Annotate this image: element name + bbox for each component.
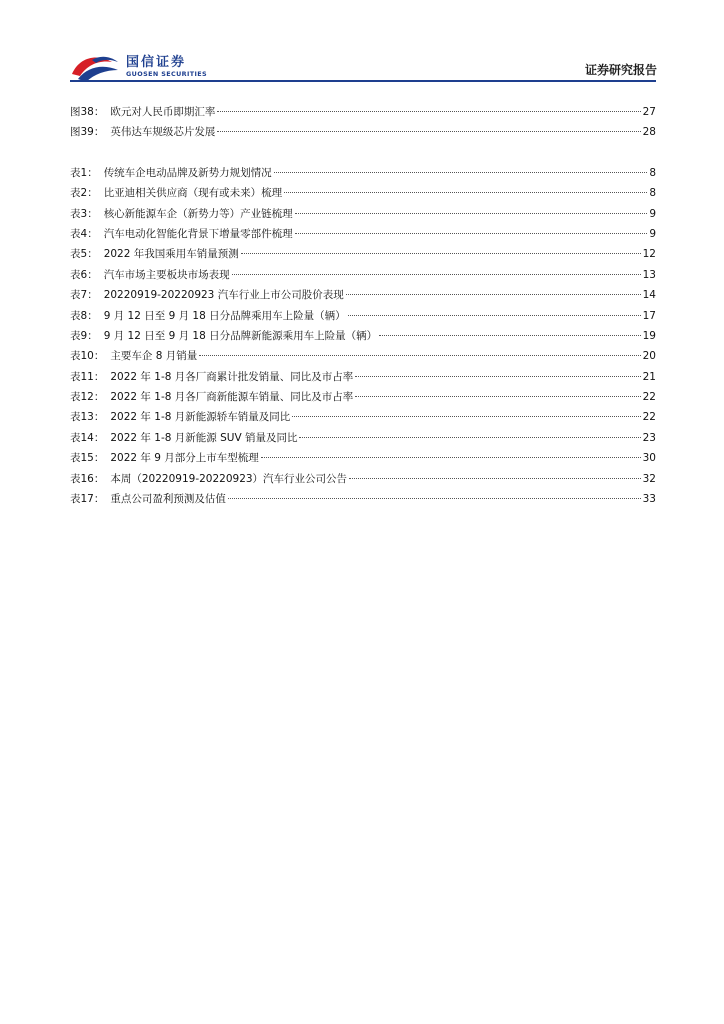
dot-leader: [348, 315, 641, 316]
table-entry[interactable]: [70, 204, 656, 224]
table-entry[interactable]: [70, 367, 656, 387]
entry-label: 表16: [70, 472, 94, 485]
entry-title: 2022 年 1-8 月新能源轿车销量及同比: [110, 411, 291, 424]
company-logo: [70, 50, 208, 82]
entry-page-number: 17: [642, 309, 656, 322]
entry-label: 表12: [70, 391, 94, 404]
entry-title: 2022 年 1-8 月各厂商新能源车销量、同比及市占率: [110, 391, 354, 404]
entry-label: 表13: [70, 411, 94, 424]
entry-title: 2022 年我国乘用车销量预测: [103, 248, 239, 261]
dot-leader: [295, 213, 648, 214]
entry-separator: ：: [93, 472, 105, 485]
table-entry[interactable]: [70, 244, 656, 264]
table-entry[interactable]: [70, 265, 656, 285]
entry-title: 9 月 12 日至 9 月 18 日分品牌乘用车上险量（辆）: [103, 309, 346, 322]
entry-page-number: 21: [642, 370, 656, 383]
entry-page-number: 20: [642, 350, 656, 363]
entry-separator: ：: [87, 227, 98, 240]
entry-page-number: 12: [642, 248, 656, 261]
entry-label: 图38: [70, 106, 94, 118]
entry-title: 英伟达车规级芯片发展: [110, 126, 216, 139]
dot-leader: [232, 274, 641, 275]
entry-separator: ：: [87, 187, 98, 200]
table-of-contents: [70, 102, 656, 509]
entry-separator: ：: [87, 268, 98, 281]
entry-title: 20220919-20220923 汽车行业上市公司股价表现: [103, 289, 344, 302]
entry-separator: ：: [93, 452, 105, 465]
dot-leader: [295, 233, 648, 234]
figure-list: [70, 102, 656, 143]
entry-label: 表7: [70, 289, 88, 302]
entry-separator: ：: [87, 166, 98, 179]
figure-entry[interactable]: [70, 102, 656, 122]
entry-label: 表14: [70, 431, 94, 444]
entry-page-number: 22: [642, 411, 656, 424]
entry-page-number: 19: [642, 329, 656, 342]
entry-separator: ：: [93, 370, 105, 383]
dot-leader: [284, 192, 647, 193]
entry-page-number: 28: [642, 126, 656, 139]
dot-leader: [355, 396, 640, 397]
entry-title: 主要车企 8 月销量: [110, 350, 198, 363]
dot-leader: [299, 437, 640, 438]
guosen-logo-icon: [70, 52, 122, 82]
entry-separator: ：: [87, 309, 98, 322]
dot-leader: [355, 376, 640, 377]
dot-leader: [217, 131, 640, 132]
table-entry[interactable]: [70, 285, 656, 305]
entry-title: 本周（20220919-20220923）汽车行业公司公告: [110, 472, 348, 485]
dot-leader: [379, 335, 640, 336]
entry-label: 表8: [70, 309, 88, 322]
dot-leader: [349, 478, 641, 479]
entry-label: 表10: [70, 350, 94, 363]
entry-page-number: 23: [642, 431, 656, 444]
dot-leader: [228, 498, 641, 499]
entry-page-number: 9: [649, 227, 656, 240]
table-entry[interactable]: [70, 224, 656, 244]
table-entry[interactable]: [70, 407, 656, 427]
table-entry[interactable]: [70, 387, 656, 407]
header-divider: [70, 80, 656, 82]
entry-title: 传统车企电动品牌及新势力规划情况: [103, 166, 272, 179]
entry-title: 2022 年 1-8 月各厂商累计批发销量、同比及市占率: [110, 370, 354, 383]
entry-title: 汽车市场主要板块市场表现: [103, 268, 230, 281]
entry-separator: ：: [93, 493, 105, 506]
dot-leader: [241, 253, 641, 254]
entry-label: 表6: [70, 268, 88, 281]
entry-separator: ：: [87, 207, 98, 220]
entry-label: 表17: [70, 493, 94, 506]
entry-title: 9 月 12 日至 9 月 18 日分品牌新能源乘用车上险量（辆）: [103, 329, 378, 342]
entry-separator: ：: [87, 329, 98, 342]
entry-title: 欧元对人民币即期汇率: [110, 106, 216, 118]
entry-label: 表2: [70, 187, 88, 200]
table-entry[interactable]: [70, 346, 656, 366]
table-entry[interactable]: [70, 428, 656, 448]
entry-page-number: 8: [649, 187, 656, 200]
entry-page-number: 22: [642, 391, 656, 404]
entry-label: 表3: [70, 207, 88, 220]
figure-entry[interactable]: [70, 122, 656, 142]
table-list: [70, 163, 656, 510]
entry-separator: ：: [93, 350, 105, 363]
entry-title: 比亚迪相关供应商（现有或未来）梳理: [103, 187, 283, 200]
dot-leader: [199, 355, 640, 356]
entry-label: 图39: [70, 126, 94, 139]
logo-english-name: GUOSEN SECURITIES: [126, 70, 208, 78]
entry-separator: ：: [93, 391, 105, 404]
table-entry[interactable]: [70, 306, 656, 326]
entry-label: 表11: [70, 370, 94, 383]
table-entry[interactable]: [70, 326, 656, 346]
entry-page-number: 8: [649, 166, 656, 179]
table-entry[interactable]: [70, 163, 656, 183]
entry-separator: ：: [93, 431, 105, 444]
entry-label: 表1: [70, 166, 88, 179]
entry-page-number: 9: [649, 207, 656, 220]
dot-leader: [346, 294, 641, 295]
page-header: [0, 0, 724, 90]
entry-separator: ：: [93, 106, 105, 118]
entry-title: 2022 年 9 月部分上市车型梳理: [110, 452, 259, 465]
entry-title: 汽车电动化智能化背景下增量零部件梳理: [103, 227, 293, 240]
dot-leader: [292, 416, 640, 417]
table-entry[interactable]: [70, 489, 656, 509]
entry-separator: ：: [87, 248, 98, 261]
entry-page-number: 32: [642, 472, 656, 485]
entry-label: 表15: [70, 452, 94, 465]
table-entry[interactable]: [70, 183, 656, 203]
entry-page-number: 14: [642, 289, 656, 302]
entry-page-number: 27: [642, 106, 656, 118]
entry-page-number: 33: [642, 493, 656, 506]
entry-label: 表4: [70, 227, 88, 240]
entry-page-number: 13: [642, 268, 656, 281]
entry-separator: ：: [87, 289, 98, 302]
entry-separator: ：: [93, 411, 105, 424]
dot-leader: [261, 457, 641, 458]
entry-label: 表9: [70, 329, 88, 342]
dot-leader: [217, 111, 640, 112]
entry-title: 2022 年 1-8 月新能源 SUV 销量及同比: [110, 431, 298, 444]
report-type-label: 证券研究报告: [584, 63, 657, 77]
entry-separator: ：: [93, 126, 105, 139]
entry-label: 表5: [70, 248, 88, 261]
entry-page-number: 30: [642, 452, 656, 465]
entry-title: 重点公司盈利预测及估值: [110, 493, 226, 506]
entry-title: 核心新能源车企（新势力等）产业链梳理: [103, 207, 293, 220]
dot-leader: [274, 172, 648, 173]
table-entry[interactable]: [70, 469, 656, 489]
logo-chinese-name: 国信证券: [126, 55, 187, 70]
table-entry[interactable]: [70, 448, 656, 468]
